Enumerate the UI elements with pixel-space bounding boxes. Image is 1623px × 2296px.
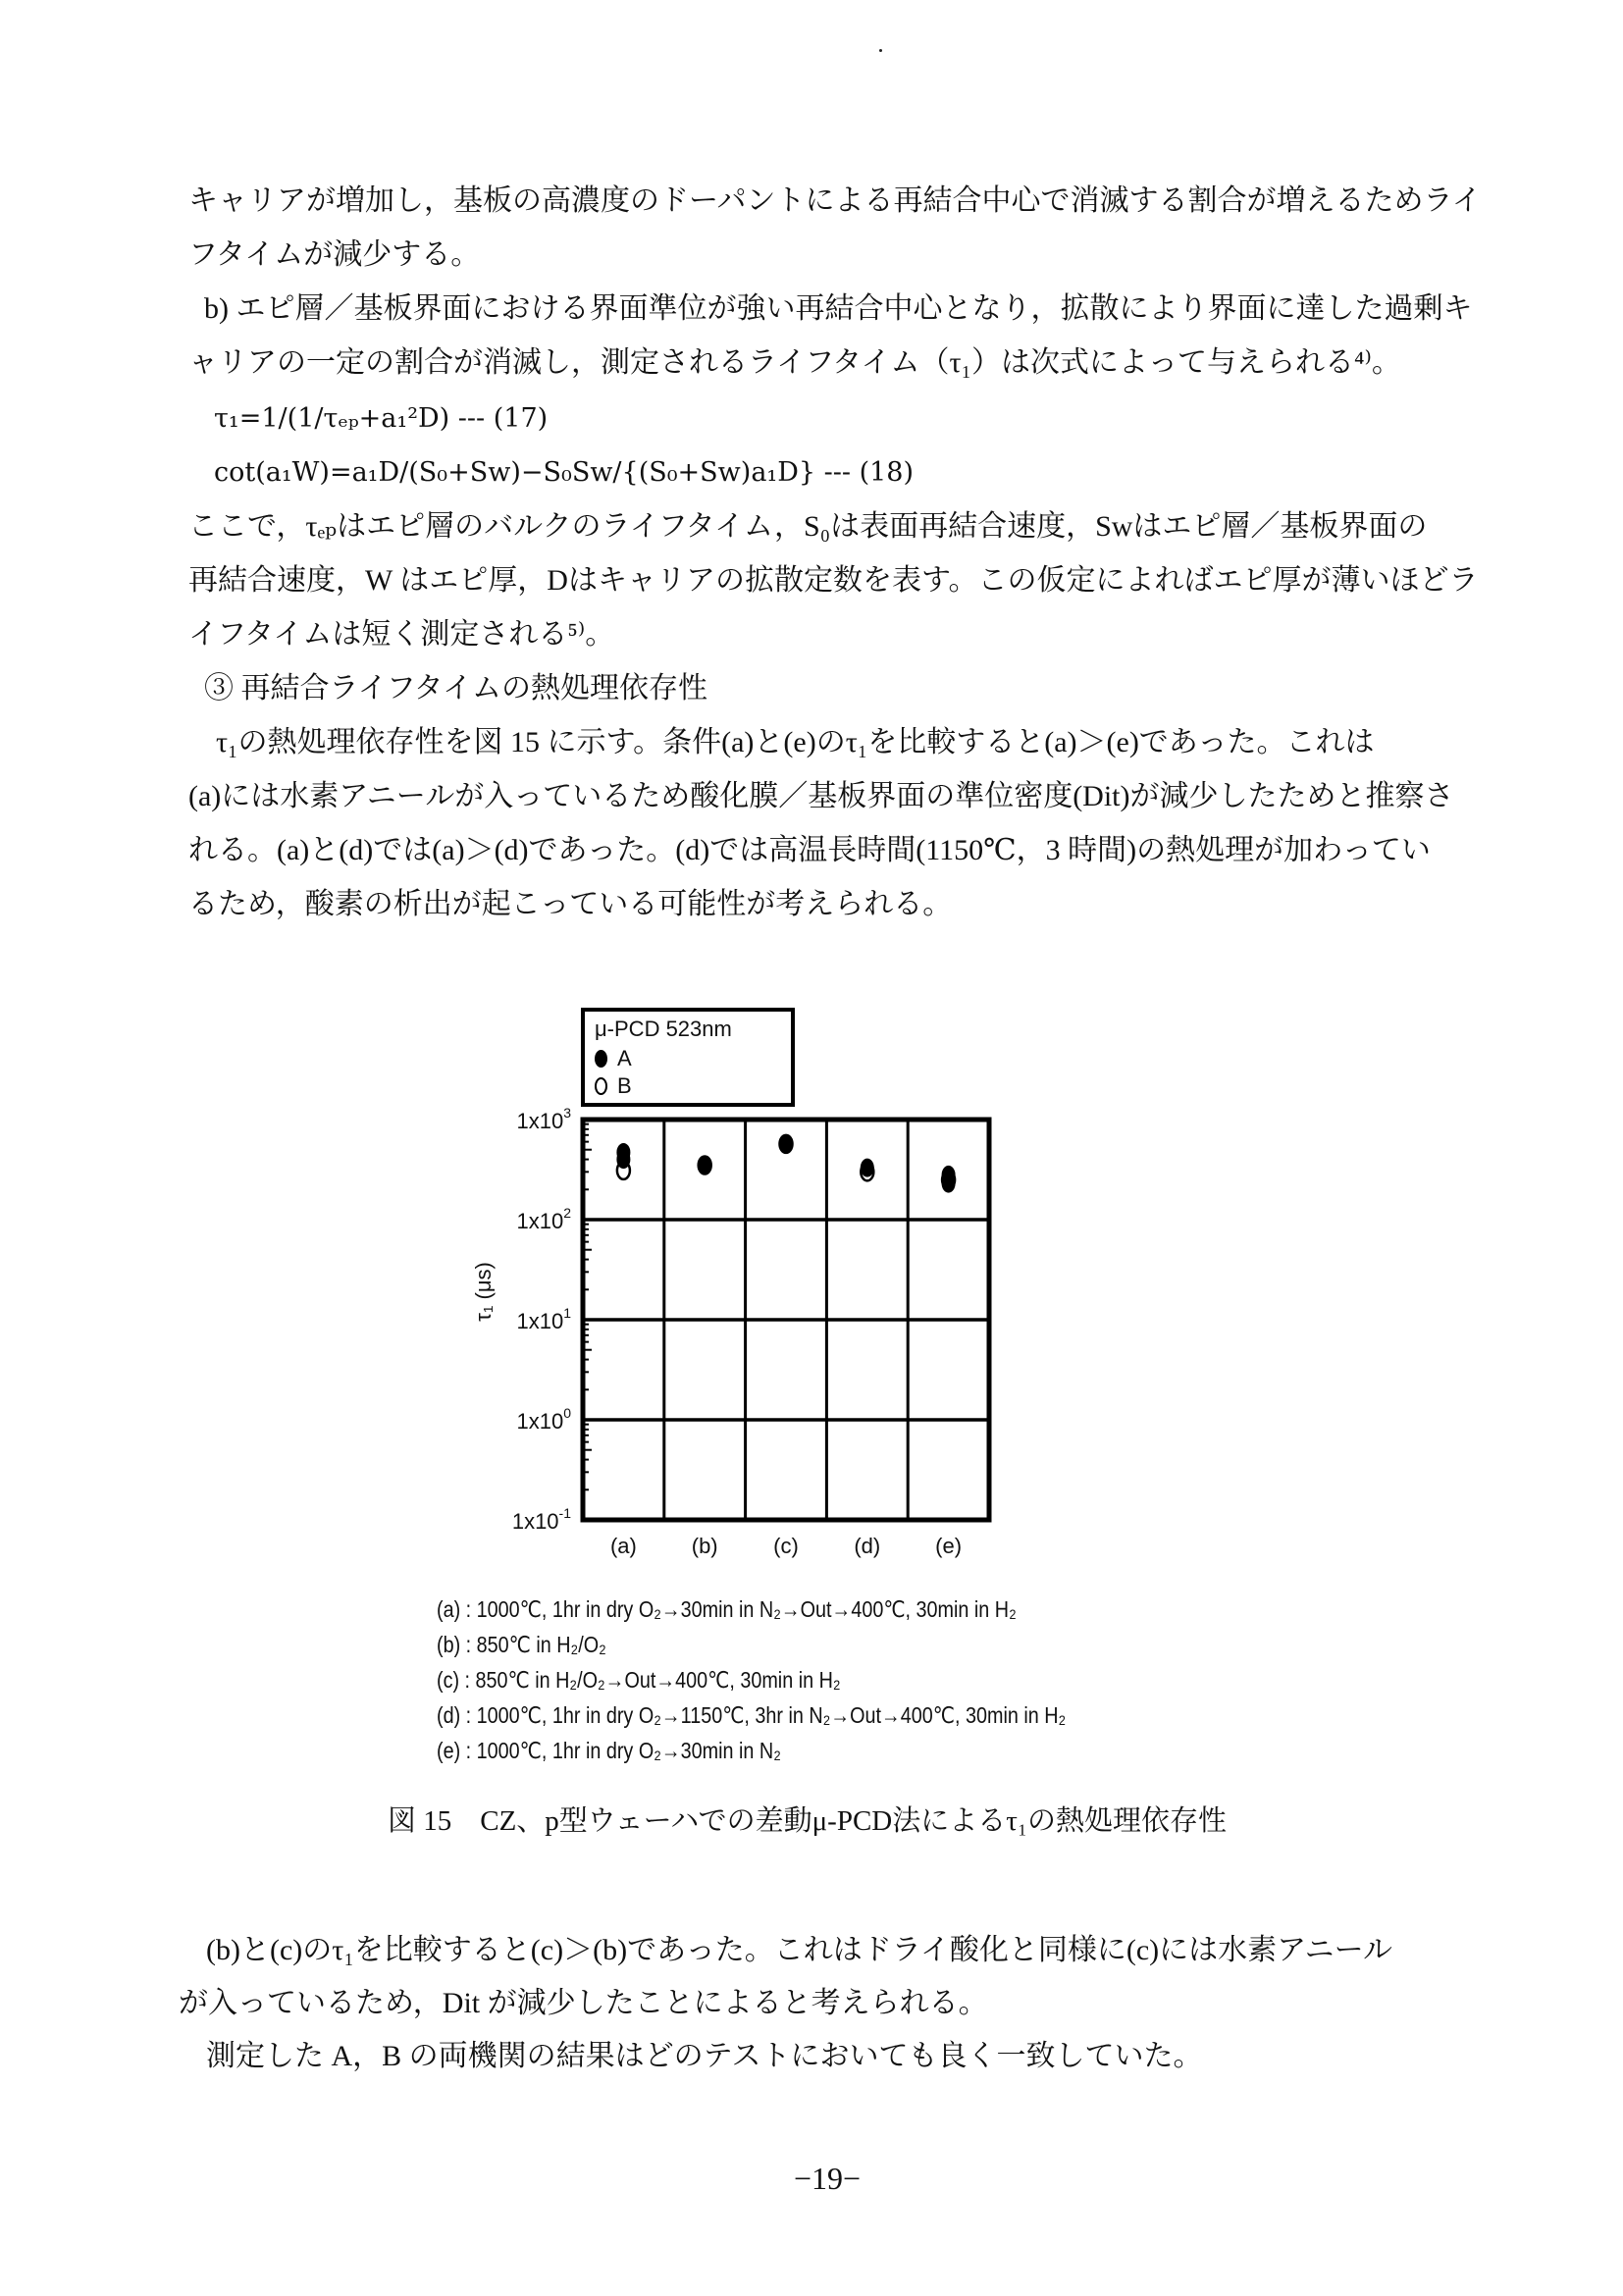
y-axis-title: τ₁ (μs): [471, 1262, 496, 1322]
x-tick-label: (c): [773, 1534, 799, 1558]
data-point-a: [942, 1174, 955, 1192]
body-text-line: (b)と(c)のτ₁を比較すると(c)＞(b)であった。これはドライ酸化と同様に(c)には水素アニール: [206, 1934, 1393, 1966]
condition-e: (e) : 1000℃, 1hr in dry O₂→30min in N₂: [437, 1738, 781, 1763]
scan-speck: [879, 49, 882, 52]
equation-17: τ₁=1/(1/τₑₚ+a₁²D) --- (17): [214, 403, 549, 434]
x-tick-label: (d): [854, 1534, 881, 1558]
legend-label: B: [617, 1073, 632, 1098]
figure-caption: 図 15 CZ、p型ウェーハでの差動μ-PCD法によるτ₁の熱処理依存性: [388, 1805, 1228, 1837]
equation-18: cot(a₁W)=a₁D/(S₀+Sw)−S₀Sw/{(S₀+Sw)a₁D} --- (18): [214, 457, 915, 488]
condition-d: (d) : 1000℃, 1hr in dry O₂→1150℃, 3hr in N₂→Out→400℃, 30min in H₂: [437, 1702, 1067, 1728]
data-point-a: [699, 1157, 711, 1174]
body-text-line: τ₁の熱処理依存性を図 15 に示す。条件(a)と(e)のτ₁を比較すると(a)＞(e)であった。これは: [216, 726, 1375, 758]
body-text-line: ャリアの一定の割合が消滅し，測定されるライフタイム（τ₁）は次式によって与えられる⁴⁾。: [188, 346, 1401, 379]
body-text-line: 測定した A，B の両機関の結果はどのテストにおいても良く一致していた。: [206, 2040, 1203, 2072]
data-point-a: [861, 1159, 873, 1176]
y-tick-label: $1x10^3$: [516, 1105, 571, 1133]
legend-label: A: [617, 1046, 632, 1070]
lifetime-chart: [432, 981, 1040, 1590]
body-text-line: るため，酸素の析出が起こっている可能性が考えられる。: [188, 888, 953, 920]
y-tick-label: $1x10^0$: [516, 1405, 571, 1434]
condition-a: (a) : 1000℃, 1hr in dry O₂→30min in N₂→Out→400℃, 30min in H₂: [437, 1596, 1017, 1622]
x-tick-label: (e): [935, 1534, 963, 1558]
body-text-line: れる。(a)と(d)では(a)＞(d)であった。(d)では高温長時間(1150℃，3 時間)の熱処理が加わってい: [188, 834, 1431, 866]
data-point-a: [617, 1151, 630, 1169]
y-tick-label: $1x10^1$: [516, 1305, 571, 1333]
body-text-line: フタイムが減少する。: [188, 238, 481, 271]
y-tick-label: $1x10^{-1}$: [511, 1505, 571, 1534]
body-text-line: b) エピ層／基板界面における界面準位が強い再結合中心となり，拡散により界面に達した過剰キ: [204, 292, 1473, 325]
data-point-a: [780, 1135, 793, 1153]
body-text-line: イフタイムは短く測定される⁵⁾。: [188, 618, 615, 651]
condition-b: (b) : 850℃ in H₂/O₂: [437, 1632, 606, 1657]
legend-title: μ-PCD 523nm: [595, 1017, 732, 1041]
body-text-line: 再結合速度，W はエピ厚，Dはキャリアの拡散定数を表す。この仮定によればエピ厚が薄いほどラ: [188, 564, 1479, 597]
page-number: −19−: [793, 2161, 862, 2196]
body-text-line: が入っているため，Dit が減少したことによると考えられる。: [179, 1987, 988, 2019]
body-text-line: ここで，τₑₚはエピ層のバルクのライフタイム，S₀は表面再結合速度，Swはエピ層／基板界面の: [188, 510, 1428, 543]
condition-c: (c) : 850℃ in H₂/O₂→Out→400℃, 30min in H₂: [437, 1667, 841, 1693]
body-text-line: キャリアが増加し，基板の高濃度のドーパントによる再結合中心で消滅する割合が増えるためライ: [188, 184, 1482, 217]
y-tick-label: $1x10^2$: [516, 1205, 571, 1233]
section-heading: ③ 再結合ライフタイムの熱処理依存性: [204, 672, 707, 704]
body-text-line: (a)には水素アニールが入っているため酸化膜／基板界面の準位密度(Dit)が減少したためと推察さ: [188, 780, 1454, 812]
x-tick-label: (a): [609, 1534, 637, 1558]
x-tick-label: (b): [691, 1534, 718, 1558]
